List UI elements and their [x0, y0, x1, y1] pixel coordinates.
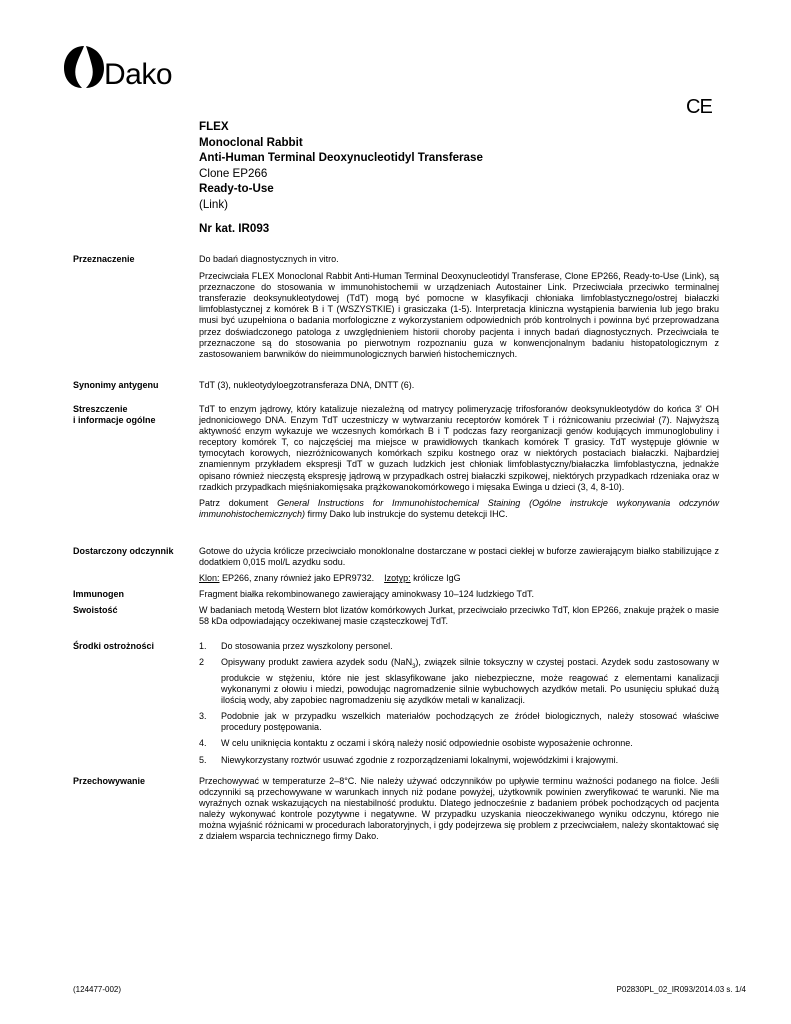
section-label-precautions: Środki ostrożności	[73, 641, 155, 651]
title-line-link: (Link)	[199, 197, 228, 211]
summary-label-line2: i informacje ogólne	[73, 415, 156, 426]
section-body-specificity	[199, 605, 719, 627]
ce-mark: CE	[686, 96, 712, 118]
intended-use-p1: Do badań diagnostycznych in vitro.	[199, 254, 339, 264]
precaution-item: 2 Opisywany produkt zawiera azydek sodu (NaN$_3$), związek silnie toksyczny w czystej postaci. Azydek sodu zastosowany w produkcie w stężeniu, które nie jest sklasyfikowane jako niebezpieczne, może reagować z elementami kanalizacji wykonanymi z ołowiu i miedzi, powodując nagromadzenie silnie wybuchowych azydków metali. Po usunięciu spłukać dużą ilością wody, aby zapobiec nagromadzeniu się azydków metali w kanalizacji.	[199, 657, 719, 706]
summary-label-line1: Streszczenie	[73, 404, 128, 414]
storage-text: Przechowywać w temperaturze 2–8°C. Nie należy używać odczynników po upływie terminu ważności podanego na fiolce. Jeśli odczynniki są przechowywane w warunkach innych niż podane powyżej, użytkownik powinien zweryfikować te warunki. Nie ma wyraźnych oznak wskazujących na niestabilność produktu. Dlatego jednocześnie z badaniem próbek pochodzących od pacjenta należy wykonywać kontrole pozytywne i negatywne. W przypadku uzyskania nieoczekiwanego wyniku odczynu, którego nie można wyjaśnić różnicami w procedurach laboratoryjnych, i gdy podejrzewa się problem z przeciwciałem, należy skontaktować się z działem wsparcia technicznego firmy Dako.	[199, 776, 719, 842]
precaution-item: 4. W celu uniknięcia kontaktu z oczami i skórą należy nosić odpowiednie osobiste wyposażenie ochronne.	[199, 738, 633, 749]
section-body-reagent	[199, 546, 719, 584]
logo-text: Dako	[104, 58, 173, 91]
precaution-item: 5. Niewykorzystany roztwór usuwać zgodnie z rozporządzeniami lokalnymi, wojewódzkimi i krajowymi.	[199, 754, 619, 765]
section-body-summary	[199, 404, 719, 520]
section-label-storage: Przechowywanie	[73, 776, 146, 786]
section-label-intended-use: Przeznaczenie	[73, 254, 135, 264]
section-label-specificity: Swoistość	[73, 605, 118, 615]
section-body-intended-use	[199, 254, 719, 360]
dako-logo-icon	[62, 44, 106, 90]
footer-document-code: (124477-002)	[73, 985, 122, 994]
section-body-synonyms	[199, 380, 719, 391]
title-line-flex: FLEX	[199, 120, 229, 133]
reagent-p1: Gotowe do użycia królicze przeciwciało monoklonalne dostarczane w postaci ciekłej w buforze zawierającym białko stabilizujące z dodatkiem 0,015 mol/L azydku sodu.	[199, 546, 719, 568]
precaution-item: 3. Podobnie jak w przypadku wszelkich materiałów pochodzących ze źródeł biologicznych, należy stosować właściwe procedury postępowania.	[199, 711, 719, 733]
footer-page-ref: P02830PL_02_IR093/2014.03 s. 1/4	[616, 985, 746, 994]
precautions-list	[199, 641, 719, 766]
immunogen-text: Fragment białka rekombinowanego zawierający aminokwasy 10–124 ludzkiego TdT.	[199, 589, 535, 599]
section-label-synonyms: Synonimy antygenu	[73, 380, 159, 390]
section-label-reagent: Dostarczony odczynnik	[73, 546, 174, 556]
section-body-precautions	[199, 641, 719, 771]
product-title	[199, 119, 483, 212]
section-body-immunogen	[199, 589, 719, 600]
summary-p1: TdT to enzym jądrowy, który katalizuje niezależną od matrycy polimeryzację trifosforanów deoksynukleotydów do końca 3' OH jednoniciowego DNA. Enzym TdT uczestniczy w wytwarzaniu receptorów komórek T i różnicowaniu przeciwiał (7). Najwyższą aktywność enzym wykazuje we wczesnych komórkach B i T podczas fazy reorganizacji genów kodujących immunoglobuliny i receptory komórek T, co najczęściej ma miejsce w prawidłowych tkankach komórek T grasicy. TdT występuje głównie w tymocytach korowych, niezróżnicowanych komórkach szpiku kostnego oraz w niektórych postaciach białaczki. Najbardziej znamiennym przykładem ekspresji TdT w guzach ludzkich jest chłoniak limfoblastyczny/białaczka limfoblastyczna, jednakże opisano również nieczęstą ekspresję jądrową w przypadkach ostrej białaczki szpikowej, niektórych przypadkach rdzeniaka oraz w rzadkich przypadkach mięśniakomięsaka prążkowanokomórkowego i mięsaka Ewinga u dzieci (3, 4, 8-10).	[199, 404, 719, 492]
section-label-immunogen: Immunogen	[73, 589, 124, 599]
section-label-summary	[73, 404, 156, 426]
synonyms-text: TdT (3), nukleotydyloegzotransferaza DNA, DNTT (6).	[199, 380, 415, 390]
specificity-text: W badaniach metodą Western blot lizatów komórkowych Jurkat, przeciwciało przeciwko TdT, klon EP266, znakuje prążek o masie 58 kDa odpowiadający oczekiwanej masie cząsteczkowej TdT.	[199, 605, 719, 627]
catalog-number: Nr kat. IR093	[199, 222, 270, 235]
precaution-item: 1. Do stosowania przez wyszkolony personel.	[199, 641, 393, 651]
summary-p2: Patrz dokument General Instructions for Immunohistochemical Staining (Ogólne instrukcje wykonywania odczynów immunohistochemicznych) firmy Dako lub instrukcje do systemu detekcji IHC.	[199, 497, 719, 519]
reagent-clone-isotype: Klon: EP266, znany również jako EPR9732. Izotyp: królicze IgG	[199, 573, 461, 584]
title-line-antigen: Anti-Human Terminal Deoxynucleotidyl Transferase	[199, 151, 483, 164]
title-line-rtu: Ready-to-Use	[199, 182, 274, 195]
intended-use-p2: Przeciwciała FLEX Monoclonal Rabbit Anti-Human Terminal Deoxynucleotidyl Transferase, Clone EP266, Ready-to-Use (Link), są przeznaczone do stosowania w immunohistochemii w urządzeniach Autostainer Link. Przeciwciała przeciwko terminalnej transferazie deoksynukleotydowej (TdT) mogą być pomocne w klasyfikacji chłoniaka limfoblastycznego/ostrej białaczki limfoblastycznej z komórek B i T (WSZYSTKIE) i grasiczaka (1-5). Interpretacja kliniczna wystąpienia barwienia lub jego braku musi być uzupełniona o badania morfologiczne z wykorzystaniem odpowiednich prób kontrolnych i powinna być przeprowadzana przez doświadczonego patologa z uwzględnieniem historii choroby pacjenta i innych badań diagnostycznych. Przeciwciała te przeznaczone są do stosowania po pierwotnym rozpoznaniu guza w konwencjonalnym badaniu histopatologicznym z zastosowaniem barwników do nieimmunologicznych barwień histochemicznych.	[199, 271, 719, 359]
title-line-host: Monoclonal Rabbit	[199, 135, 303, 149]
dako-logo	[62, 42, 192, 96]
title-line-clone: Clone EP266	[199, 166, 268, 180]
section-body-storage	[199, 776, 719, 843]
